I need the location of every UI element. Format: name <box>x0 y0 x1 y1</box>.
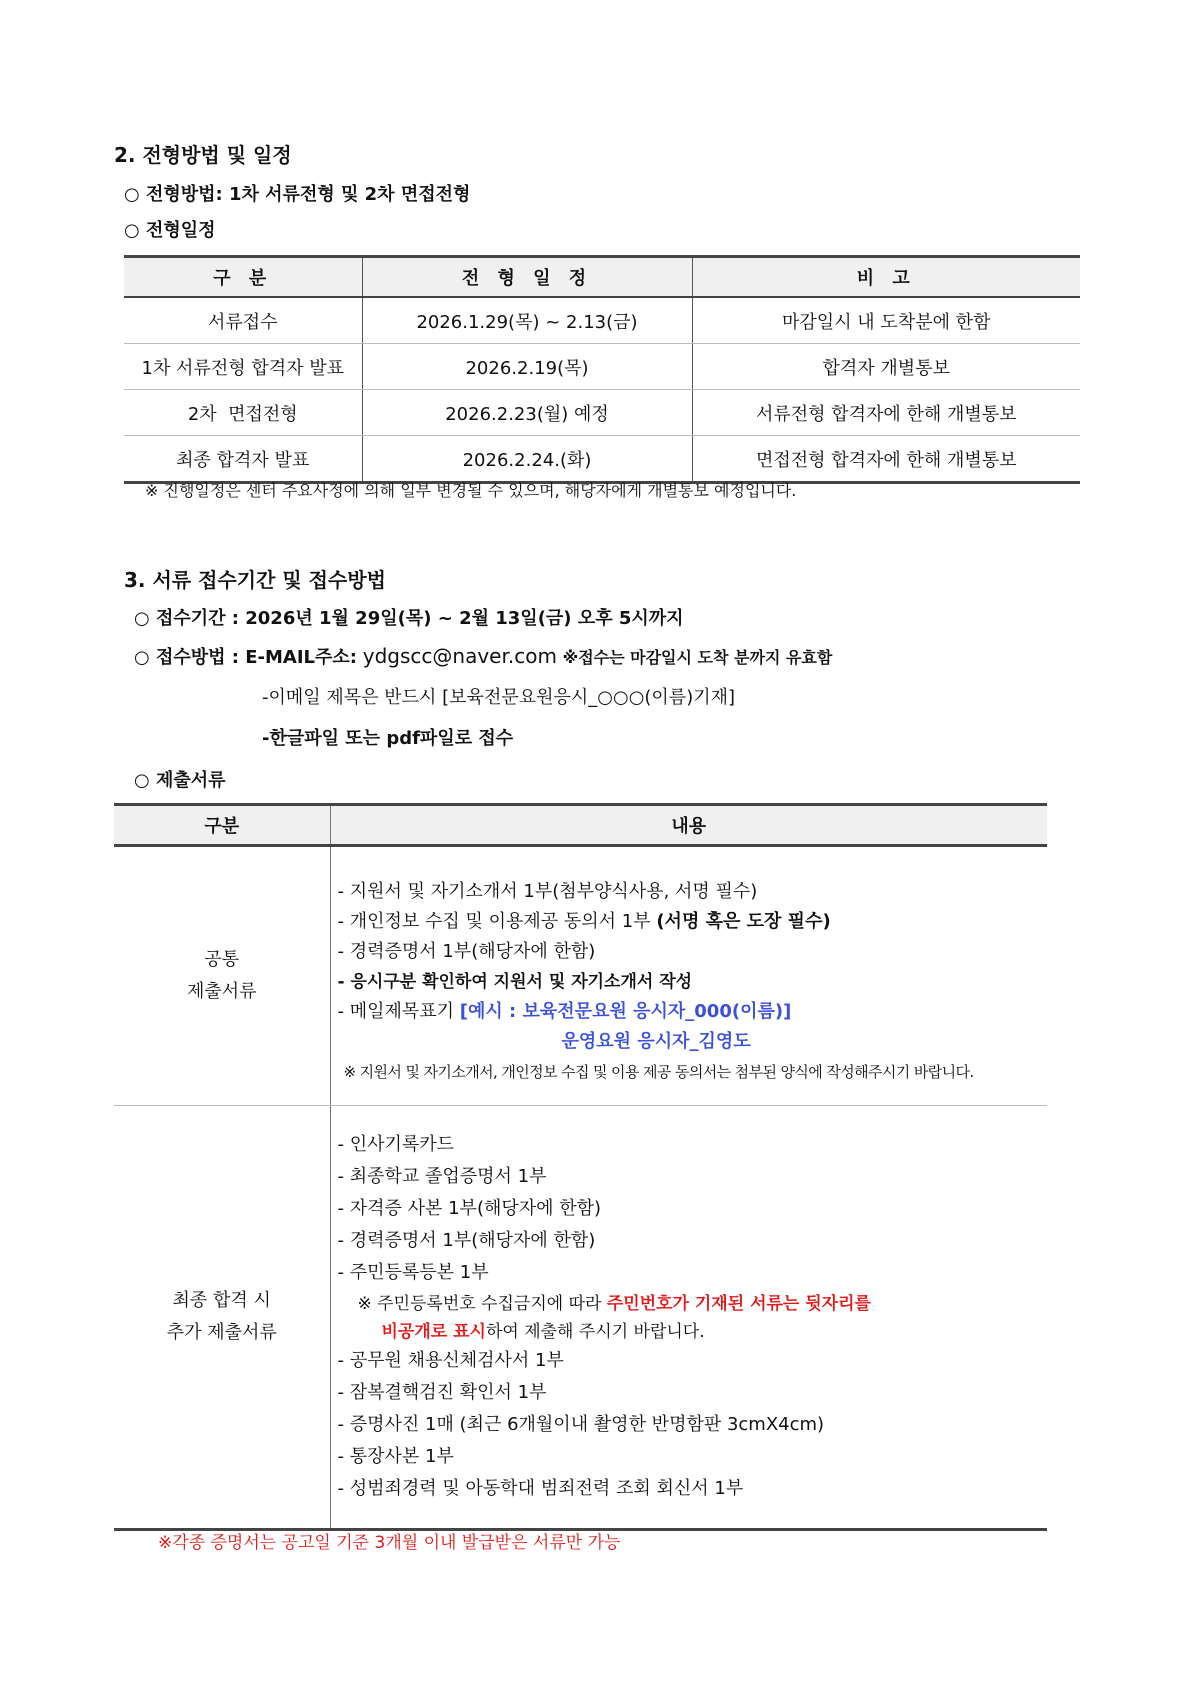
list-item: - 인사기록카드 <box>337 1134 455 1155</box>
table-row-common <box>114 846 1047 1106</box>
header-category: 구분 <box>114 805 330 846</box>
table-row-final <box>114 1106 1047 1530</box>
application-period: ○ 접수기간 : 2026년 1월 29일(목) ~ 2월 13일(금) 오후 5시까지 <box>134 608 684 629</box>
subject-rule: -이메일 제목은 반드시 [보육전문요원응시_○○○(이름)기재] <box>262 687 736 708</box>
label-line: 추가 제출서류 <box>166 1322 277 1343</box>
list-item: - 경력증명서 1부(해당자에 한함) <box>337 1230 596 1251</box>
cell: 1차 서류전형 합격자 발표 <box>124 344 362 390</box>
label-line: 공통 <box>204 949 240 970</box>
email-address: ydgscc@naver.com <box>362 644 557 668</box>
table-row <box>124 344 1080 390</box>
cell: 서류접수 <box>124 297 362 344</box>
text: - 개인정보 수집 및 이용제공 동의서 1부 <box>337 911 657 932</box>
list-item: - 통장사본 1부 <box>337 1446 454 1467</box>
text: 하여 제출해 주시기 바랍니다. <box>485 1322 705 1342</box>
text: ※ 주민등록번호 수집금지에 따라 <box>357 1294 607 1314</box>
list-item: - 지원서 및 자기소개서 1부(첨부양식사용, 서명 필수) <box>337 881 758 902</box>
documents-table <box>114 803 1047 1531</box>
list-item: - 잠복결핵검진 확인서 1부 <box>337 1382 547 1403</box>
schedule-table <box>124 255 1080 484</box>
section2-title: 2. 전형방법 및 일정 <box>114 143 292 167</box>
id-notice <box>332 1289 1047 1319</box>
label-line: 제출서류 <box>186 981 257 1002</box>
cell: 합격자 개별통보 <box>692 344 1080 390</box>
cell: 면접전형 합격자에 한해 개별통보 <box>692 436 1080 483</box>
list-item <box>332 997 1047 1027</box>
schedule-label: ○ 전형일정 <box>124 220 216 241</box>
cell: 2026.2.23(월) 예정 <box>362 390 692 436</box>
text: [예시 : 보육전문요원 응시자_000(이름)] <box>459 1001 792 1022</box>
schedule-note: ※ 진행일정은 센터 주요사정에 의해 일부 변경될 수 있으며, 해당자에게 개별통보 예정입니다. <box>145 481 797 500</box>
list-item: - 증명사진 1매 (최근 6개월이내 촬영한 반명함판 3cmX4cm) <box>337 1414 825 1435</box>
cell: 최종 합격자 발표 <box>124 436 362 483</box>
cell: 서류전형 합격자에 한해 개별통보 <box>692 390 1080 436</box>
header-content: 내용 <box>330 805 1047 846</box>
table-row <box>124 390 1080 436</box>
table-header-row <box>114 805 1047 846</box>
common-content <box>330 846 1047 1106</box>
table-header-row <box>124 257 1080 298</box>
list-item: - 주민등록등본 1부 <box>337 1262 489 1283</box>
table-row <box>124 436 1080 483</box>
list-item: - 경력증명서 1부(해당자에 한함) <box>337 941 596 962</box>
header-category: 구 분 <box>124 257 362 298</box>
section3-title: 3. 서류 접수기간 및 접수방법 <box>124 568 386 592</box>
selection-method: ○ 전형방법: 1차 서류전형 및 2차 면접전형 <box>124 184 471 205</box>
list-item: - 최종학교 졸업증명서 1부 <box>337 1166 547 1187</box>
text: 주민번호가 기재된 서류는 뒷자리를 <box>606 1294 871 1314</box>
certificate-validity-note: ※각종 증명서는 공고일 기준 3개월 이내 발급받은 서류만 가능 <box>158 1533 621 1553</box>
id-notice-cont <box>332 1319 1047 1345</box>
cell: 2026.2.19(목) <box>362 344 692 390</box>
header-remarks: 비 고 <box>692 257 1080 298</box>
cell: 마감일시 내 도착분에 한함 <box>692 297 1080 344</box>
list-item: - 공무원 채용신체검사서 1부 <box>337 1350 564 1371</box>
final-content <box>330 1106 1047 1530</box>
list-item: - 응시구분 확인하여 지원서 및 자기소개서 작성 <box>337 972 693 992</box>
cell: 2026.2.24.(화) <box>362 436 692 483</box>
common-label <box>114 846 330 1106</box>
method-label: ○ 접수방법 : E-MAIL주소: <box>134 647 358 668</box>
text: 비공개로 표시 <box>381 1322 486 1342</box>
list-item: - 자격증 사본 1부(해당자에 한함) <box>337 1198 602 1219</box>
documents-label: ○ 제출서류 <box>134 770 226 791</box>
cell: 2차 면접전형 <box>124 390 362 436</box>
application-method <box>134 643 832 669</box>
list-item <box>332 907 1047 937</box>
final-label <box>114 1106 330 1530</box>
file-rule: -한글파일 또는 pdf파일로 접수 <box>262 728 514 749</box>
text: - 메일제목표기 <box>337 1001 460 1022</box>
method-note: ※접수는 마감일시 도착 분까지 유효함 <box>562 648 833 667</box>
list-item: 운영요원 응시자_김영도 <box>561 1031 751 1052</box>
label-line: 최종 합격 시 <box>172 1290 271 1311</box>
table-row <box>124 297 1080 344</box>
list-item: - 성범죄경력 및 아동학대 범죄전력 조회 회신서 1부 <box>337 1478 744 1499</box>
header-schedule: 전 형 일 정 <box>362 257 692 298</box>
cell: 2026.1.29(목) ~ 2.13(금) <box>362 297 692 344</box>
common-note: ※ 지원서 및 자기소개서, 개인정보 수집 및 이용 제공 동의서는 첨부된 양식에 작성해주시기 바랍니다. <box>343 1063 974 1081</box>
text: (서명 혹은 도장 필수) <box>656 911 831 932</box>
